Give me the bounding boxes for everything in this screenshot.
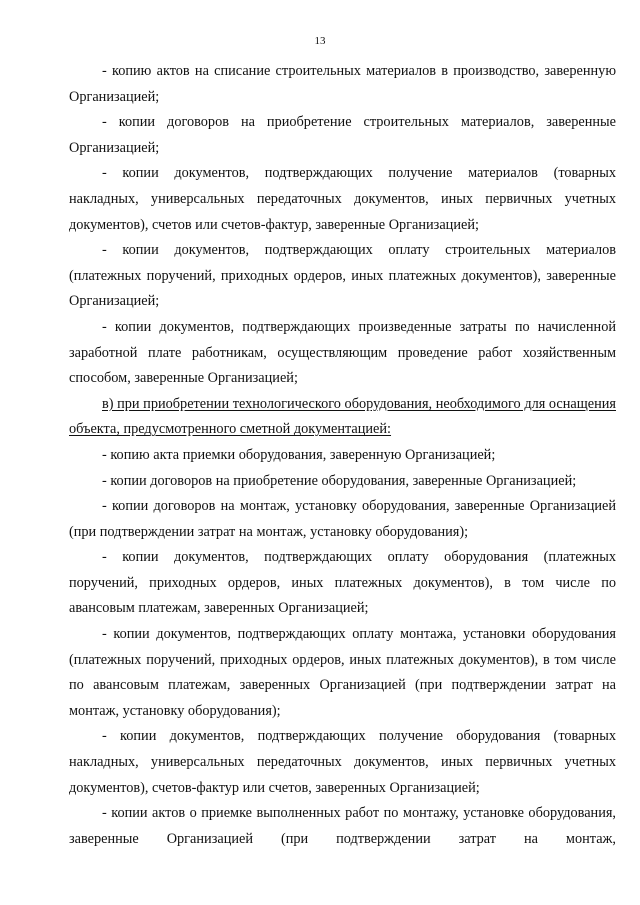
page-number: 13 <box>314 35 326 47</box>
section-heading-v <box>69 392 616 443</box>
paragraph-7: - копию акта приемки оборудования, заверенную Организацией; <box>102 446 496 463</box>
paragraph-3: - копии документов, подтверждающих получение материалов (товарных накладных, универсальных передаточных документов, иных первичных учетных документов), счетов или счетов-фактур, заверенные Организацией; <box>69 165 616 233</box>
paragraph-12: - копии документов, подтверждающих получение оборудования (товарных накладных, универсальных передаточных документов, иных первичных учетных документов), счетов-фактур или счетов, заверенных Организацией; <box>69 728 616 796</box>
paragraph-8: - копии договоров на приобретение оборудования, заверенные Организацией; <box>102 472 577 489</box>
paragraph-10: - копии документов, подтверждающих оплату оборудования (платежных поручений, приходных ордеров, иных платежных документов), в том числе по авансовым платежам, заверенных Организацией; <box>69 549 616 617</box>
paragraph-4: - копии документов, подтверждающих оплату строительных материалов (платежных поручений, приходных ордеров, иных платежных документов), заверенные Организацией; <box>69 242 616 310</box>
section-heading-text: в) при приобретении технологического оборудования, необходимого для оснащения объекта, предусмотренного сметной документацией: <box>69 395 616 438</box>
paragraph-2: - копии договоров на приобретение строительных материалов, заверенные Организацией; <box>69 114 616 156</box>
paragraph-9: - копии договоров на монтаж, установку оборудования, заверенные Организацией (при подтверждении затрат на монтаж, установку оборудования); <box>69 498 616 540</box>
paragraph-13: - копии актов о приемке выполненных работ по монтажу, установке оборудования, заверенные Организацией (при подтверждении затрат на монтаж, <box>69 805 616 847</box>
paragraph-11: - копии документов, подтверждающих оплату монтажа, установки оборудования (платежных поручений, приходных ордеров, иных платежных документов), в том числе по авансовым платежам, заверенных Организацией (при подтверждении затрат на монтаж, установку оборудования); <box>69 626 616 719</box>
paragraph-5: - копии документов, подтверждающих произведенные затраты по начисленной заработной плате работникам, осуществляющим проведение работ хозяйственным способом, заверенные Организацией; <box>69 318 616 387</box>
paragraph-1: - копию актов на списание строительных материалов в производство, заверенную Организацией; <box>69 63 616 105</box>
document-body <box>69 59 616 852</box>
